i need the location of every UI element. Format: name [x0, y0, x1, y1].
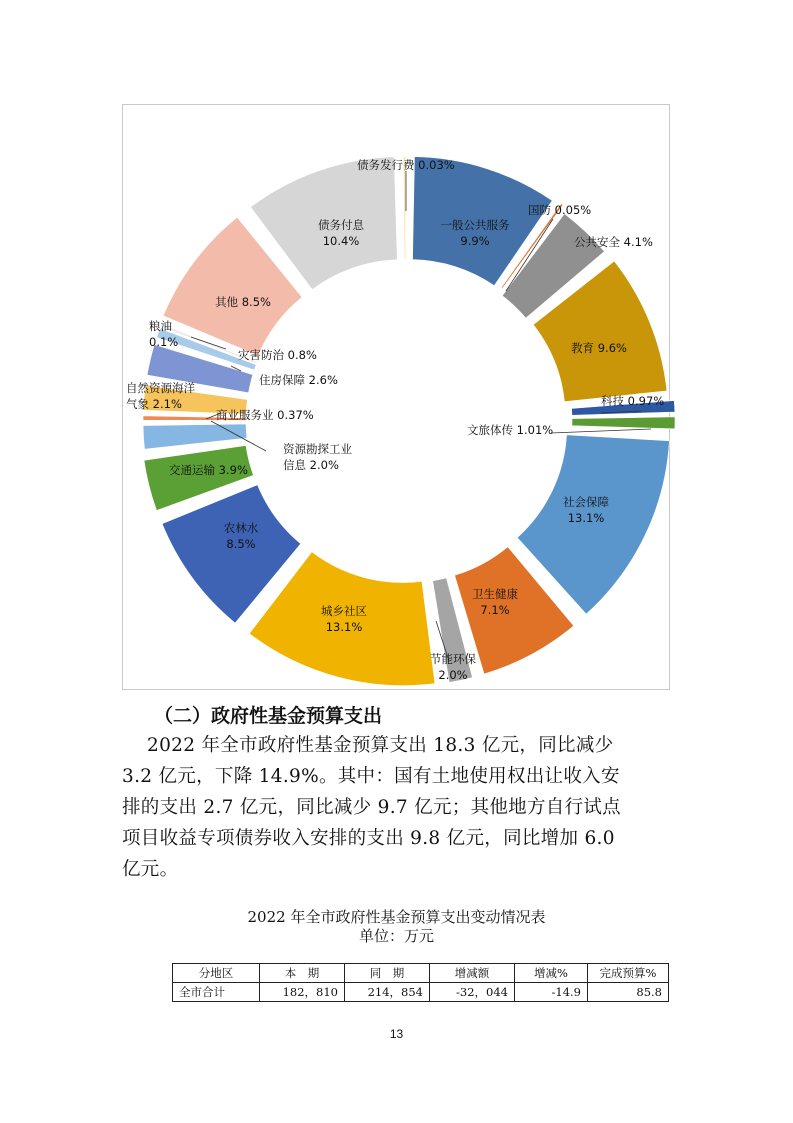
slice-label: 资源勘探工业信息 2.0%	[283, 442, 352, 472]
fund-expenditure-table	[172, 963, 669, 1002]
donut-chart	[122, 104, 670, 690]
section-heading: （二）政府性基金预算支出	[154, 705, 383, 727]
slice-label: 城乡社区 13.1%	[321, 604, 367, 634]
leader-line	[551, 429, 651, 433]
slice-label: 教育 9.6%	[571, 341, 627, 355]
slice-label: 卫生健康 7.1%	[472, 587, 518, 617]
cell-budget-pct: 85.8	[588, 983, 669, 1002]
slice-label: 债务发行费 0.03%	[357, 158, 455, 172]
slice-label: 节能环保 2.0%	[430, 652, 476, 682]
slice-label: 粮油 0.1%	[149, 319, 179, 349]
donut-chart-svg	[1, 1, 793, 1123]
table-row	[173, 983, 669, 1002]
slice-label: 自然资源海洋气象 2.1%	[126, 381, 195, 411]
slice-label: 科技 0.97%	[601, 394, 665, 408]
slice-label: 住房保障 2.6%	[259, 373, 338, 387]
header-budget-pct: 完成预算%	[588, 964, 669, 983]
paragraph-line: 3.2 亿元，下降 14.9%。其中：国有土地使用权出让收入安	[122, 766, 620, 787]
slice-label: 灾害防治 0.8%	[238, 348, 317, 362]
header-current: 本 期	[260, 964, 345, 983]
paragraph-line: 亿元。	[122, 859, 179, 880]
slice-label: 文旅体传 1.01%	[467, 423, 554, 437]
table-unit: 单位：万元	[358, 927, 434, 945]
body-paragraph	[122, 730, 682, 885]
slice-label: 公共安全 4.1%	[574, 235, 653, 249]
table-title: 2022 年全市政府性基金预算支出变动情况表	[247, 908, 546, 926]
slice-label: 国防 0.05%	[528, 203, 592, 217]
slice-label: 一般公共服务 9.9%	[440, 218, 510, 248]
header-change-amount: 增减额	[430, 964, 515, 983]
header-region: 分地区	[173, 964, 260, 983]
slice-label: 农林水 8.5%	[223, 521, 259, 551]
header-change-pct: 增减%	[515, 964, 588, 983]
donut-slice	[143, 424, 247, 449]
slice-label: 商业服务业 0.37%	[216, 408, 314, 422]
cell-current: 182，810	[260, 983, 345, 1002]
cell-prior: 214，854	[345, 983, 430, 1002]
paragraph-line: 2022 年全市政府性基金预算支出 18.3 亿元，同比减少	[147, 735, 614, 756]
cell-region: 全市合计	[173, 983, 260, 1002]
page-number: 13	[389, 1027, 404, 1041]
paragraph-line: 排的支出 2.7 亿元，同比减少 9.7 亿元；其他地方自行试点	[122, 797, 621, 818]
slice-label: 债务付息 10.4%	[318, 218, 364, 248]
cell-change-pct: -14.9	[515, 983, 588, 1002]
paragraph-line: 项目收益专项债券收入安排的支出 9.8 亿元，同比增加 6.0	[122, 828, 615, 849]
table-header-row	[173, 964, 669, 983]
header-prior: 同 期	[345, 964, 430, 983]
cell-change-amount: -32，044	[430, 983, 515, 1002]
slice-label: 交通运输 3.9%	[169, 463, 248, 477]
slice-label: 其他 8.5%	[215, 295, 271, 309]
donut-slice	[572, 417, 675, 429]
slice-label: 社会保障 13.1%	[563, 495, 609, 525]
